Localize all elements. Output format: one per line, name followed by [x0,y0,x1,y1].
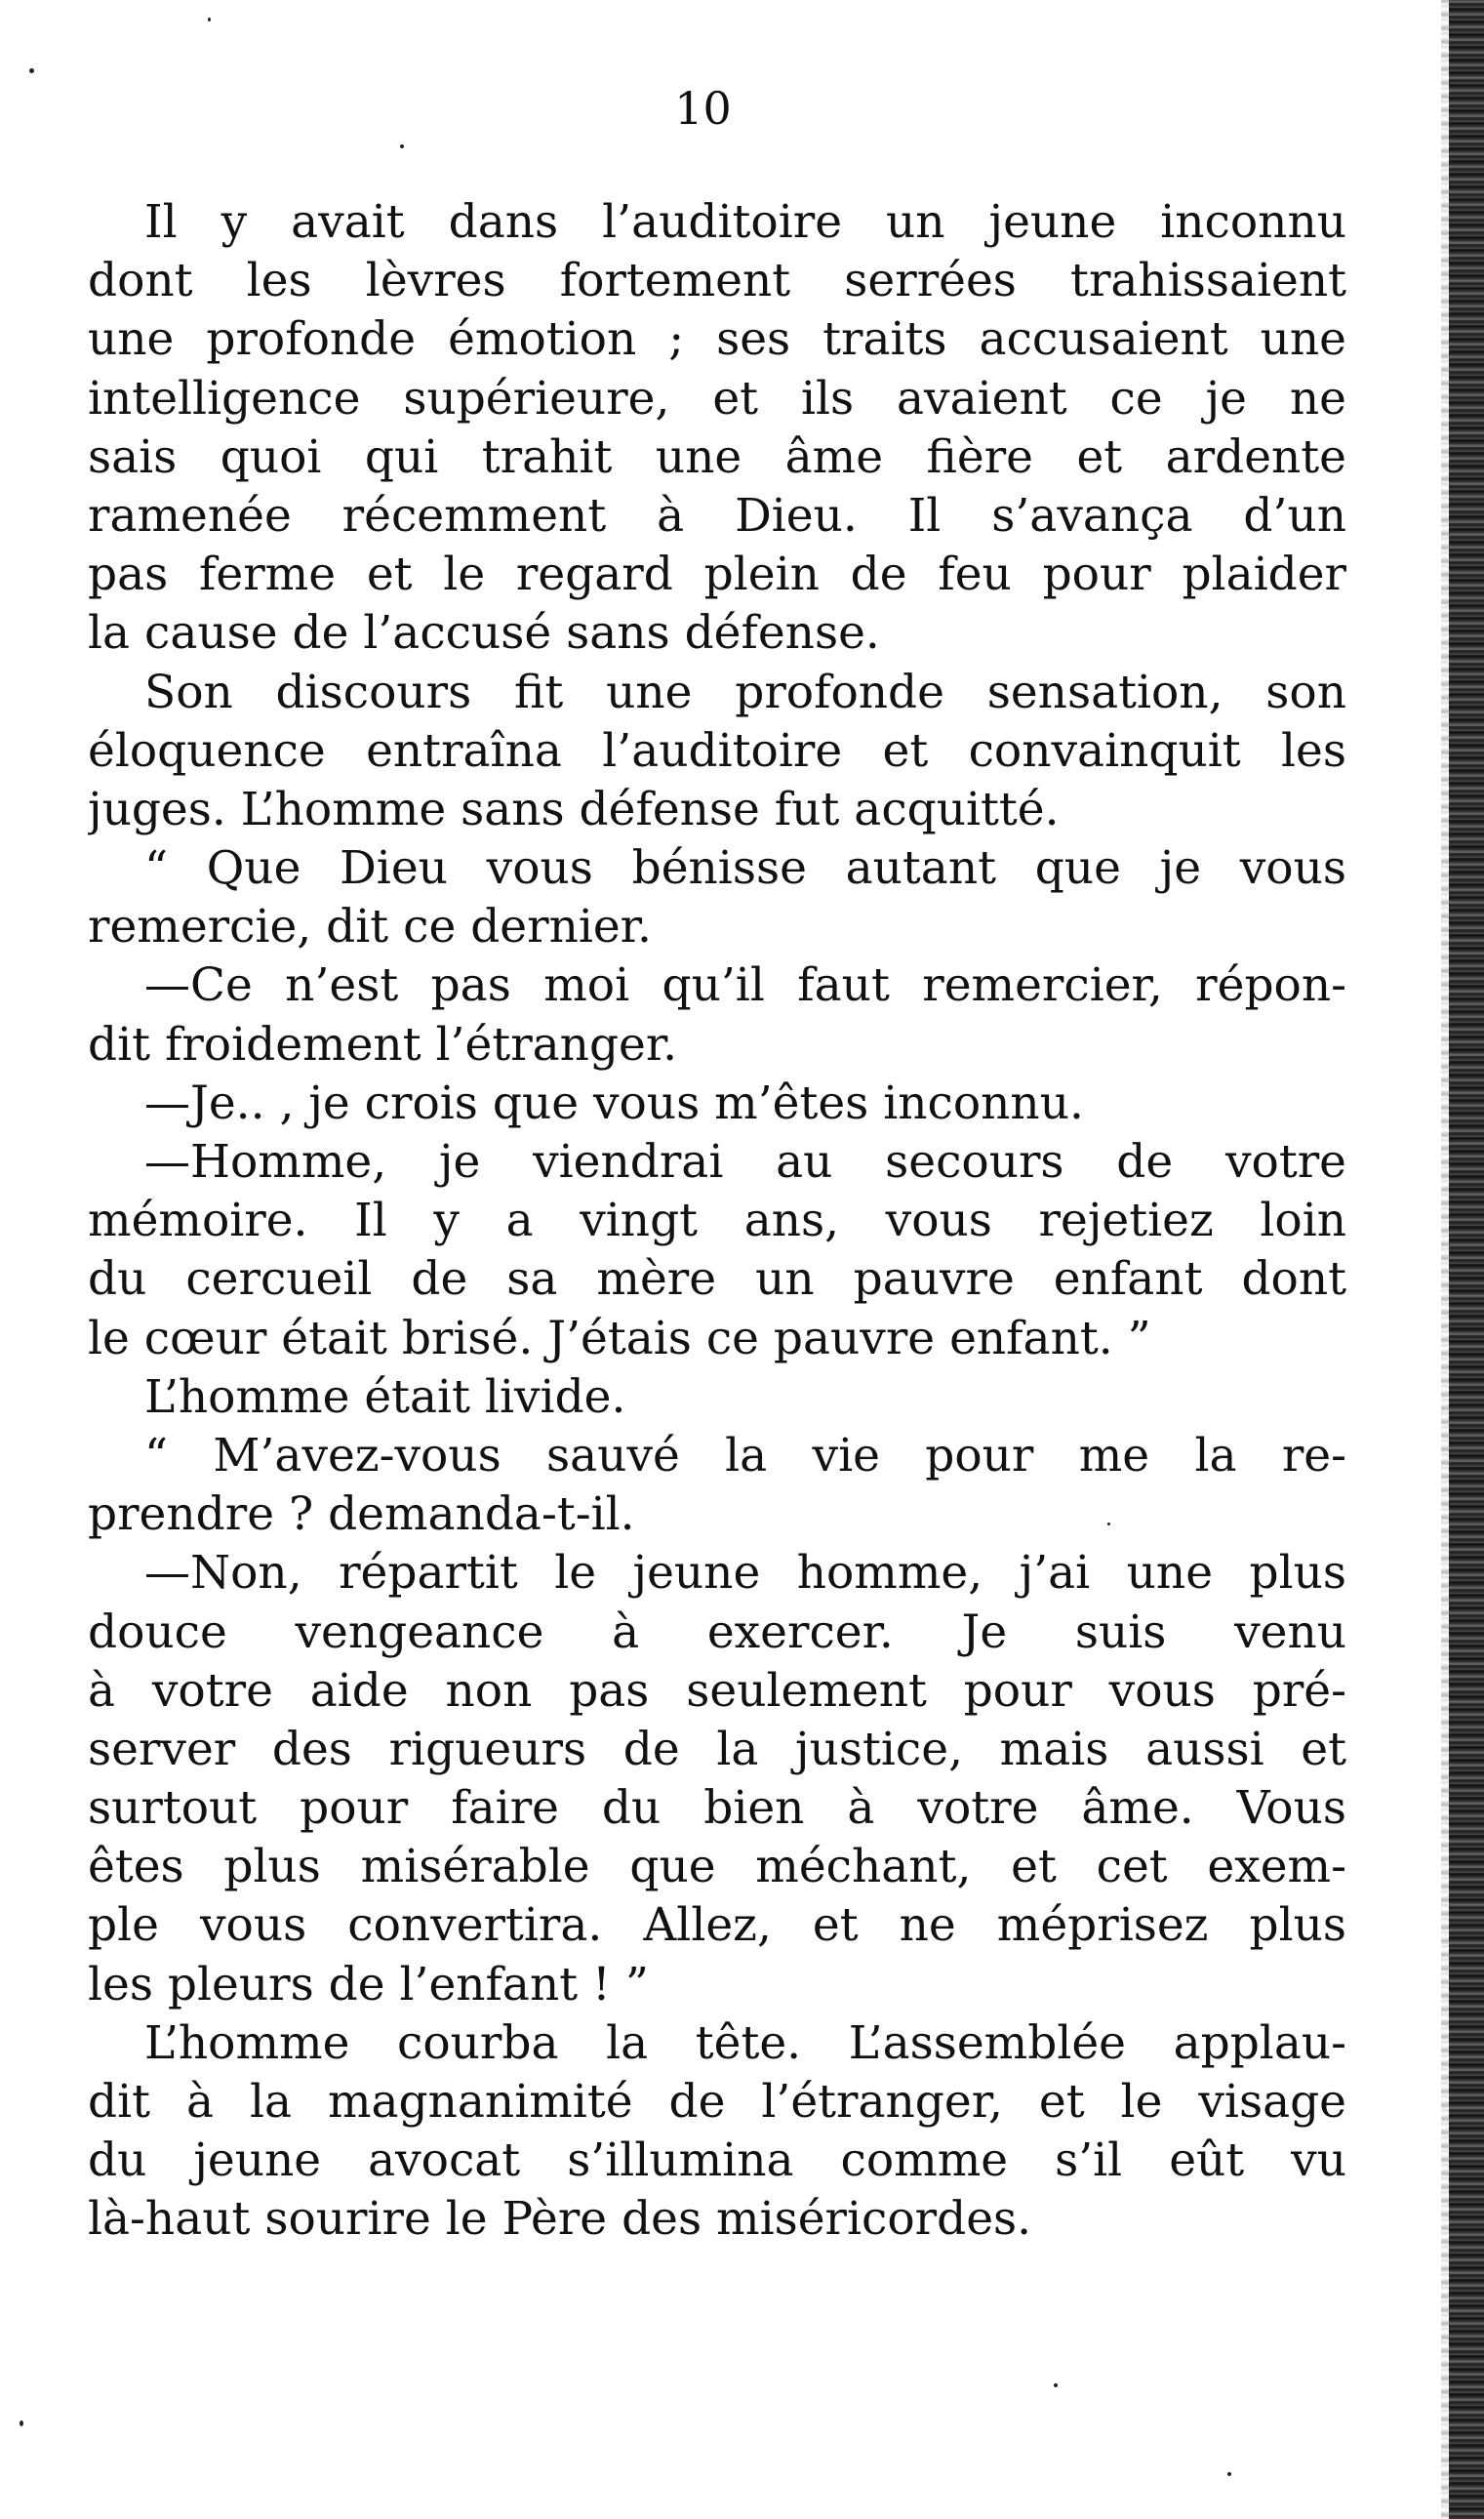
text-line: ple vous convertira. Allez, et ne méprisez plus [88,1898,1346,1953]
text-line: —Je.. , je crois que vous m’êtes inconnu. [144,1076,1084,1130]
text-line: dont les lèvres fortement serrées trahissaient [88,254,1346,308]
text-line: —Homme, je viendrai au secours de votre [144,1135,1346,1189]
text-line: du jeune avocat s’illumina comme s’il eût vu [88,2133,1346,2188]
text-line: Il y avait dans l’auditoire un jeune inconnu [144,195,1346,249]
text-line: douce vengeance à exercer. Je suis venu [88,1605,1346,1659]
page-edge-shadow [1449,0,1484,2519]
text-line: mémoire. Il y a vingt ans, vous rejetiez loin [88,1194,1346,1248]
scan-speck [1107,1523,1110,1525]
text-line: dit à la magnanimité de l’étranger, et le visage [88,2075,1346,2129]
text-line: “ Que Dieu vous bénisse autant que je vous [144,841,1346,896]
text-line: le cœur était brisé. J’étais ce pauvre enfant. ” [88,1311,1151,1365]
text-line: les pleurs de l’enfant ! ” [88,1957,649,2011]
text-line: prendre ? demanda-t-il. [88,1487,635,1542]
scan-speck [400,144,404,148]
text-line: sais quoi qui trahit une âme fière et ardente [88,429,1346,484]
text-line: une profonde émotion ; ses traits accusaient une [88,312,1346,367]
text-line: surtout pour faire du bien à votre âme. Vous [88,1781,1346,1836]
text-line: server des rigueurs de la justice, mais aussi et [88,1722,1346,1776]
text-line: —Ce n’est pas moi qu’il faut remercier, répon- [144,958,1346,1013]
text-line: dit froidement l’étranger. [88,1017,678,1072]
scan-speck [1227,2472,1231,2476]
scan-speck [20,2420,23,2426]
text-line: L’homme courba la tête. L’assemblée applau- [144,2015,1346,2070]
text-line: Son discours fit une profonde sensation, son [144,665,1346,719]
text-line: intelligence supérieure, et ils avaient ce je ne [88,371,1346,426]
text-line: du cercueil de sa mère un pauvre enfant dont [88,1252,1346,1307]
text-line: là-haut sourire le Père des miséricordes. [88,2192,1032,2247]
body-text [88,193,1346,2250]
text-line: pas ferme et le regard plein de feu pour plaider [88,548,1346,602]
text-line: êtes plus misérable que méchant, et cet exem- [88,1840,1346,1894]
page-number: 10 [674,82,732,135]
text-line: —Non, répartit le jeune homme, j’ai une plus [144,1546,1346,1601]
text-line: à votre aide non pas seulement pour vous pré- [88,1663,1346,1718]
text-line: “ M’avez-vous sauvé la vie pour me la re- [144,1428,1346,1483]
text-line: éloquence entraîna l’auditoire et convainquit les [88,723,1346,778]
scan-speck [1054,2383,1058,2387]
scan-speck [208,18,211,21]
scan-speck [29,68,34,73]
text-line: ramenée récemment à Dieu. Il s’avança d’un [88,488,1346,543]
text-line: juges. L’homme sans défense fut acquitté. [88,782,1060,836]
text-line: L’homme était livide. [144,1369,626,1424]
text-line: la cause de l’accusé sans défense. [88,606,880,661]
text-line: remercie, dit ce dernier. [88,900,652,955]
